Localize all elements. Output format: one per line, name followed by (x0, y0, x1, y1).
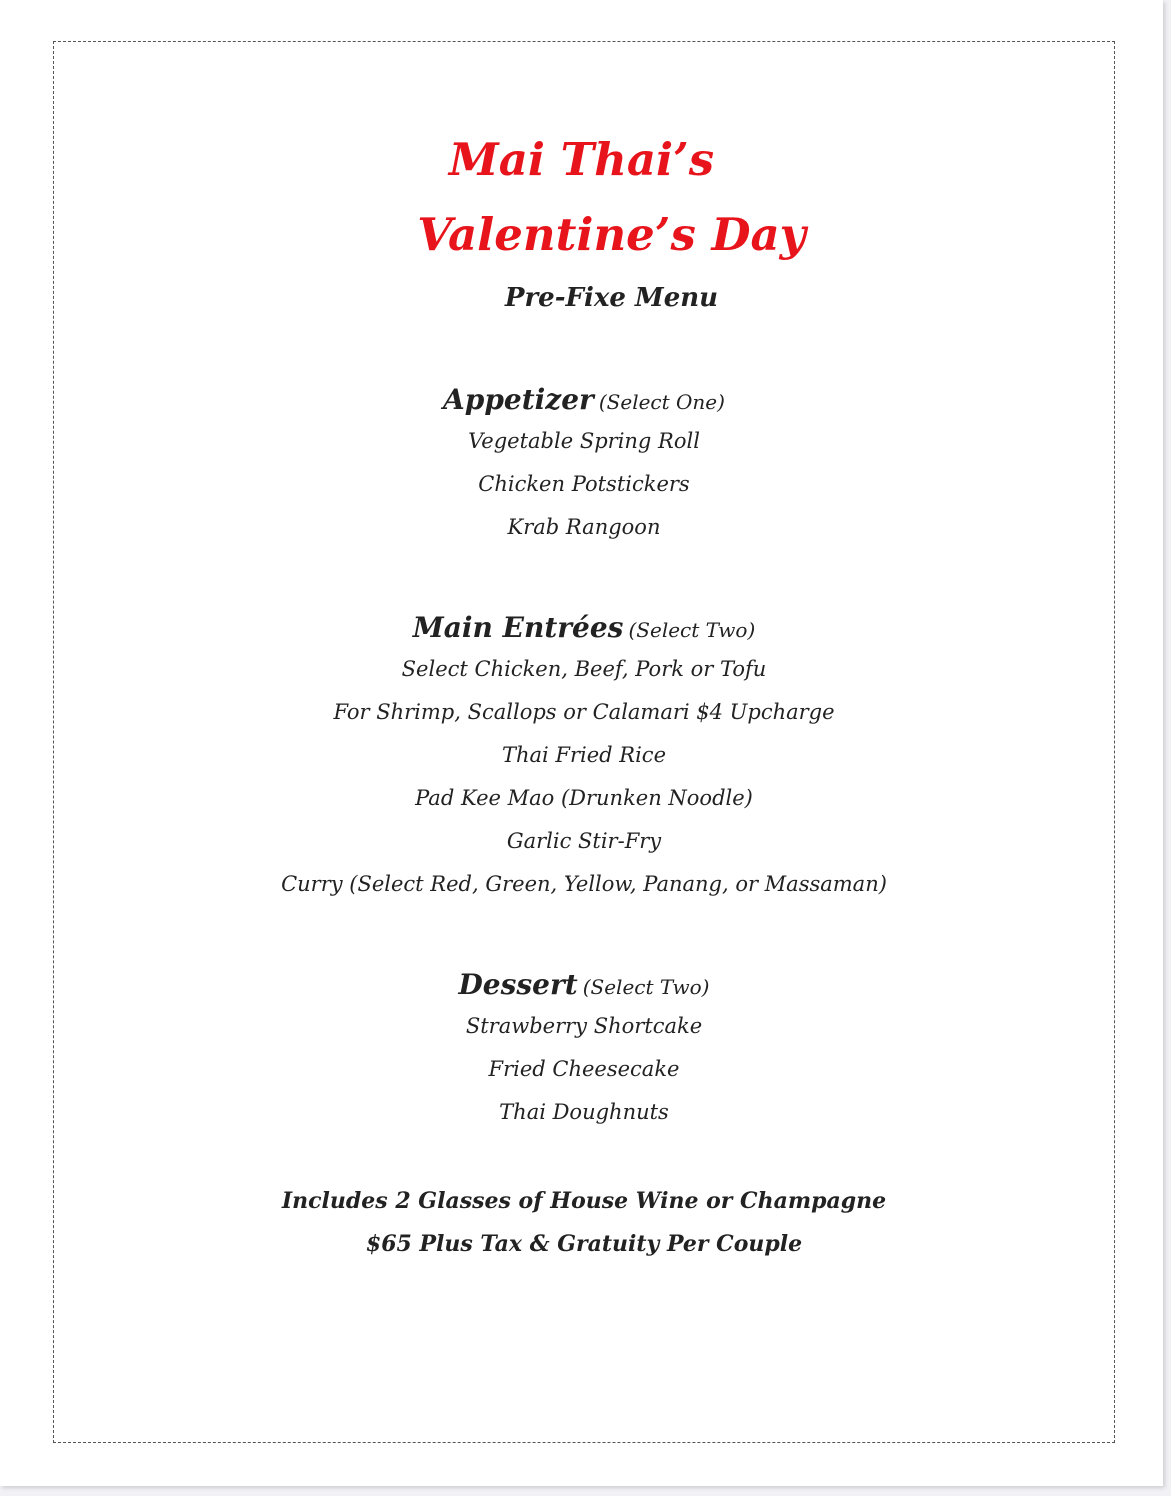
menu-footer (0, 1180, 1168, 1266)
title-event-name: Valentine’s Day (417, 208, 806, 261)
section-title: Appetizer (443, 383, 594, 416)
section-dessert (0, 965, 1168, 1134)
section-heading (0, 608, 1168, 648)
section-note: (Select Two) (582, 975, 710, 999)
section-heading (0, 380, 1168, 420)
price-note: $65 Plus Tax & Gratuity Per Couple (365, 1231, 803, 1257)
menu-item: Curry (Select Red, Green, Yellow, Panang, or Massaman) (281, 872, 887, 896)
section-note: (Select One) (598, 390, 725, 414)
menu-subtitle: Pre-Fixe Menu (504, 283, 719, 313)
menu-item: Garlic Stir-Fry (506, 829, 662, 853)
includes-note: Includes 2 Glasses of House Wine or Champagne (281, 1188, 887, 1214)
section-appetizer (0, 380, 1168, 549)
menu-item: Pad Kee Mao (Drunken Noodle) (415, 786, 753, 810)
menu-item: Vegetable Spring Roll (468, 429, 700, 453)
section-title: Dessert (458, 968, 578, 1001)
menu-item: Fried Cheesecake (488, 1057, 680, 1081)
menu-item: Chicken Potstickers (478, 472, 690, 496)
menu-item: For Shrimp, Scallops or Calamari $4 Upcharge (333, 700, 835, 724)
menu-item: Select Chicken, Beef, Pork or Tofu (401, 657, 767, 681)
menu-item: Krab Rangoon (507, 515, 661, 539)
section-heading (0, 965, 1168, 1005)
section-title: Main Entrées (412, 611, 624, 644)
section-note: (Select Two) (628, 618, 756, 642)
section-main-entrees (0, 608, 1168, 906)
title-restaurant-name: Mai Thai’s (448, 133, 715, 186)
menu-item: Strawberry Shortcake (465, 1014, 703, 1038)
menu-item: Thai Doughnuts (499, 1100, 669, 1124)
menu-item: Thai Fried Rice (501, 743, 667, 767)
